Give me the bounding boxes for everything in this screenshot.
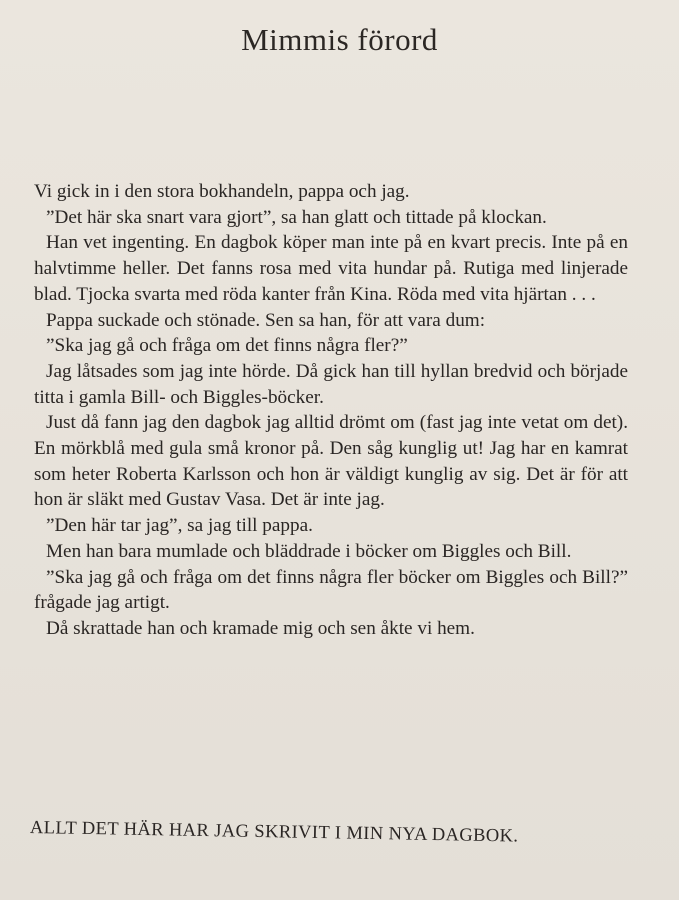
paragraph: Då skrattade han och kramade mig och sen åkte vi hem. [46,617,475,639]
paragraph: Vi gick in i den stora bokhandeln, pappa och jag. [34,181,410,202]
paragraph: ”Ska jag gå och fråga om det finns några fler?” [46,335,408,357]
closing-line: ALLT DET HÄR HAR JAG SKRIVIT I MIN NYA DAGBOK. [29,818,519,847]
paragraph: Han vet ingenting. En dagbok köper man inte på en kvart precis. Inte på en halvtimme heller. Det fanns rosa med vita hundar på. Rutiga med linjerade blad. Tjocka svarta med röda kanter från Kina. Röda med vita hjärtan . . . [34,232,628,305]
body-text [34,179,628,642]
paragraph: Men han bara mumlade och bläddrade i böcker om Biggles och Bill. [46,540,572,562]
page-title: Mimmis förord [241,22,438,57]
paragraph: ”Den här tar jag”, sa jag till pappa. [46,515,313,537]
paragraph: ”Det här ska snart vara gjort”, sa han glatt och tittade på klockan. [46,206,547,228]
paragraph: Pappa suckade och stönade. Sen sa han, för att vara dum: [46,309,486,331]
paragraph: Jag låtsades som jag inte hörde. Då gick han till hyllan bredvid och började titta i gamla Bill- och Biggles-böcker. [34,360,628,408]
paragraph: Just då fann jag den dagbok jag alltid drömt om (fast jag inte vetat om det). En mörkblå med gula små kronor på. Den såg kunglig ut! Jag har en kamrat som heter Roberta Karlsson och hon är väldigt kunglig av sig. Det är för att hon är släkt med Gustav Vasa. Det är inte jag. [34,412,628,511]
paragraph: ”Ska jag gå och fråga om det finns några fler böcker om Biggles och Bill?” frågade jag artigt. [34,566,628,614]
